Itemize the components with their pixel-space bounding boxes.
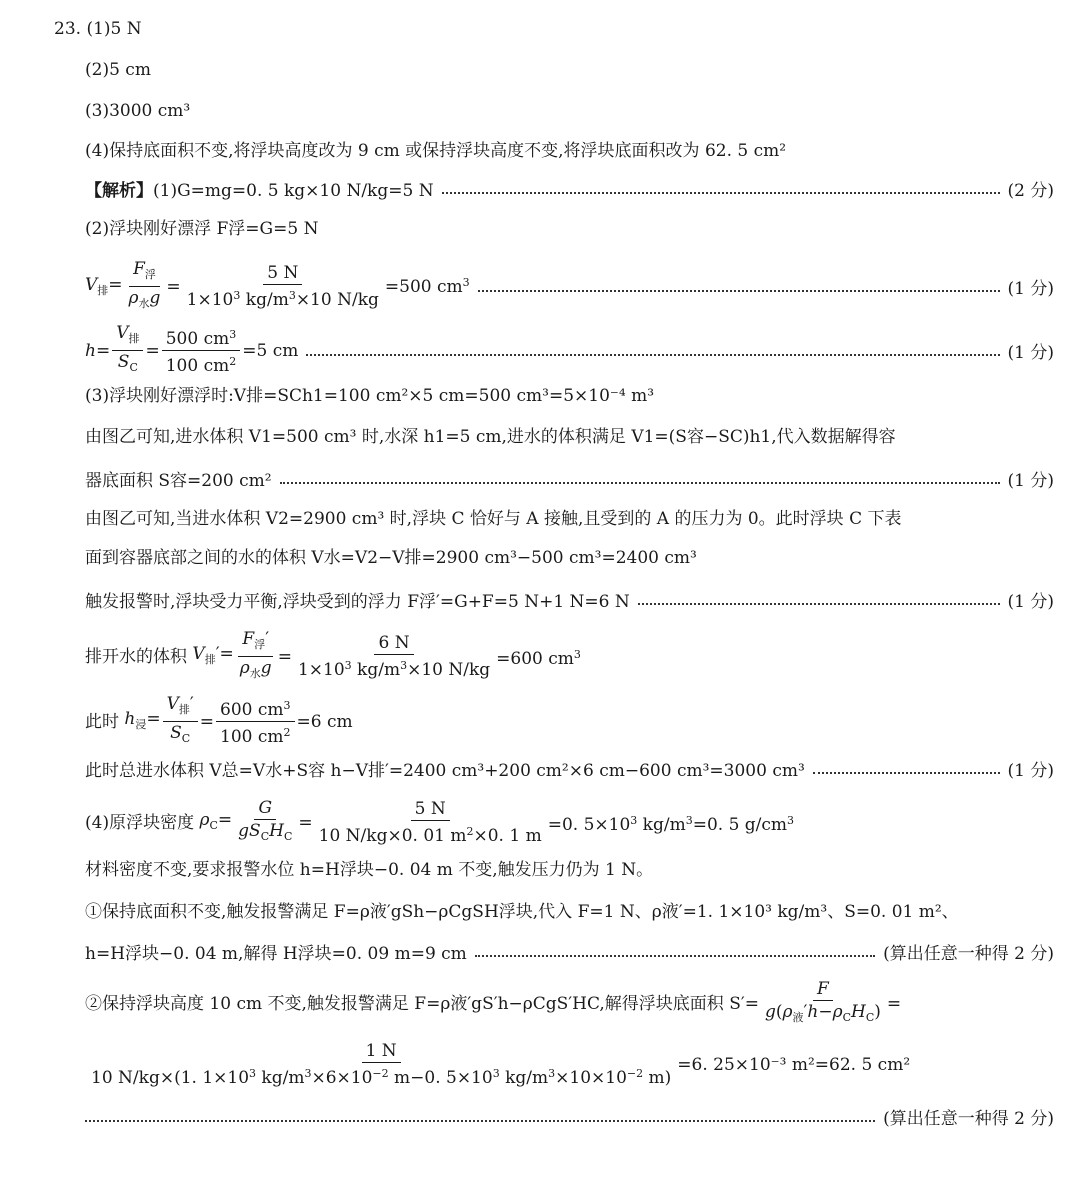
part3-line1: (3)浮块刚好漂浮时:V排=SCh1=100 cm²×5 cm=500 cm³=5×10⁻⁴ m³ (85, 386, 655, 406)
answer-3: (3)3000 cm³ (85, 101, 191, 121)
answer-1: 23. (1)5 N (54, 19, 142, 39)
part2-title: (2)浮块刚好漂浮 F浮=G=5 N (85, 219, 319, 239)
part3-line2: 由图乙可知,进水体积 V1=500 cm³ 时,水深 h1=5 cm,进水的体积满足 V1=(S容−SC)h1,代入数据解得容 (85, 427, 896, 447)
v-displaced-prime-equation: 排开水的体积 $V_排'=$ $\frac{F_浮'}{\rho_水g}$ = $\frac{6 N}{1\times 10^3 kg/m^3\times 10 N/kg}$ =600 $cm^3$ (85, 629, 581, 680)
leader-dots (306, 354, 999, 356)
part3-line3-text: 器底面积 S容=200 cm² (85, 471, 272, 491)
v-displaced-equation: $V_排=$ $\frac{F_浮}{\rho_水g}$ = $\frac{5 N}{1\times 10^3 kg/m^3\times 10 N/kg}$ =500 $cm^3$ (1 分) (85, 259, 1054, 310)
score-7: (算出任意一种得 2 分) (883, 944, 1054, 964)
prefix-text: (4)原浮块密度 (85, 812, 195, 833)
part3-line4: 由图乙可知,当进水体积 V2=2900 cm³ 时,浮块 C 恰好与 A 接触,且受到的 A 的压力为 0。此时浮块 C 下表 (85, 509, 902, 529)
total-volume-line (85, 756, 1054, 781)
h-equation: h= $\frac{V_排}{S_C}$ = $\frac{500 cm^3}{100 cm^2}$ =5 cm (1 分) (85, 323, 1054, 376)
leader-dots (85, 1120, 875, 1122)
density-equation: (4)原浮块密度 $\rho_C=$ $\frac{G}{gS_CH_C}$ = $\frac{5 N}{10 N/kg\times 0. 01 m^2\times 0. 1 m}$ =0. $5\times 10^3$ $kg/m^3=0$. 5 $g/cm^3$ (85, 798, 795, 846)
leader-dots (813, 772, 1000, 774)
score-8: (算出任意一种得 2 分) (883, 1109, 1054, 1129)
total-volume-text: 此时总进水体积 V总=V水+S容 h−V排′=2400 cm³+200 cm²×6 cm−600 cm³=3000 cm³ (85, 761, 805, 781)
analysis-part1-text: (1)G=mg=0. 5 kg×10 N/kg=5 N (153, 181, 434, 201)
part4-option2-line: ②保持浮块高度 10 cm 不变,触发报警满足 F=ρ液′gS′h−ρCgS′HC,解得浮块底面积 S′= $\frac{F}{g(\rho_液'h-\rho_CH_C)}$ = (85, 979, 902, 1024)
option2-text: ②保持浮块高度 10 cm 不变,触发报警满足 F=ρ液′gS′h−ρCgS′HC,解得浮块底面积 S′= (85, 993, 759, 1014)
leader-dots (638, 603, 1000, 605)
leader-dots (478, 290, 1000, 292)
part4-line2: 材料密度不变,要求报警水位 h=H浮块−0. 04 m 不变,触发压力仍为 1 N。 (85, 860, 654, 880)
score-4: (1 分) (1007, 471, 1054, 491)
area-calculation: $\frac{1 N}{10 N/kg\times(1. 1\times 10^3 kg/m^3\times 6\times 10^{-2} m-0. 5\times 10^3 kg/m^3\times 10\times 10^{-2} m)}$ =6. 25×10⁻³ m²=62. 5 cm² (91, 1041, 911, 1088)
part4-line4 (85, 939, 1054, 964)
analysis-label: 【解析】 (85, 181, 153, 201)
final-score-line (85, 1104, 1054, 1129)
part3-line6-text: 触发报警时,浮块受力平衡,浮块受到的浮力 F浮′=G+F=5 N+1 N=6 N (85, 592, 630, 612)
leader-dots (475, 955, 875, 957)
part3-line3 (85, 466, 1054, 491)
leader-dots (442, 192, 1000, 194)
prefix-text: 此时 (85, 711, 119, 732)
score-1: (2 分) (1007, 181, 1054, 201)
analysis-part1 (85, 176, 1054, 201)
part4-line4-text: h=H浮块−0. 04 m,解得 H浮块=0. 09 m=9 cm (85, 944, 467, 964)
score-2: (1 分) (1007, 279, 1054, 299)
part4-line3: ①保持底面积不变,触发报警满足 F=ρ液′gSh−ρCgSH浮块,代入 F=1 N、ρ液′=1. 1×10³ kg/m³、S=0. 01 m²、 (85, 902, 959, 922)
score-6: (1 分) (1007, 761, 1054, 781)
part3-line6 (85, 587, 1054, 612)
score-3: (1 分) (1007, 343, 1054, 363)
leader-dots (280, 482, 1000, 484)
part3-line5: 面到容器底部之间的水的体积 V水=V2−V排=2900 cm³−500 cm³=2400 cm³ (85, 548, 697, 568)
answer-4: (4)保持底面积不变,将浮块高度改为 9 cm 或保持浮块高度不变,将浮块底面积改为 62. 5 cm² (85, 141, 787, 161)
area-result: =6. 25×10⁻³ m²=62. 5 cm² (677, 1054, 911, 1075)
prefix-text: 排开水的体积 (85, 646, 187, 667)
h-immersed-equation: 此时 $h_浸=$ $\frac{V_排'}{S_C}$ = $\frac{600 cm^3}{100 cm^2}$ =6 cm (85, 694, 353, 747)
answer-2: (2)5 cm (85, 60, 151, 80)
score-5: (1 分) (1007, 592, 1054, 612)
